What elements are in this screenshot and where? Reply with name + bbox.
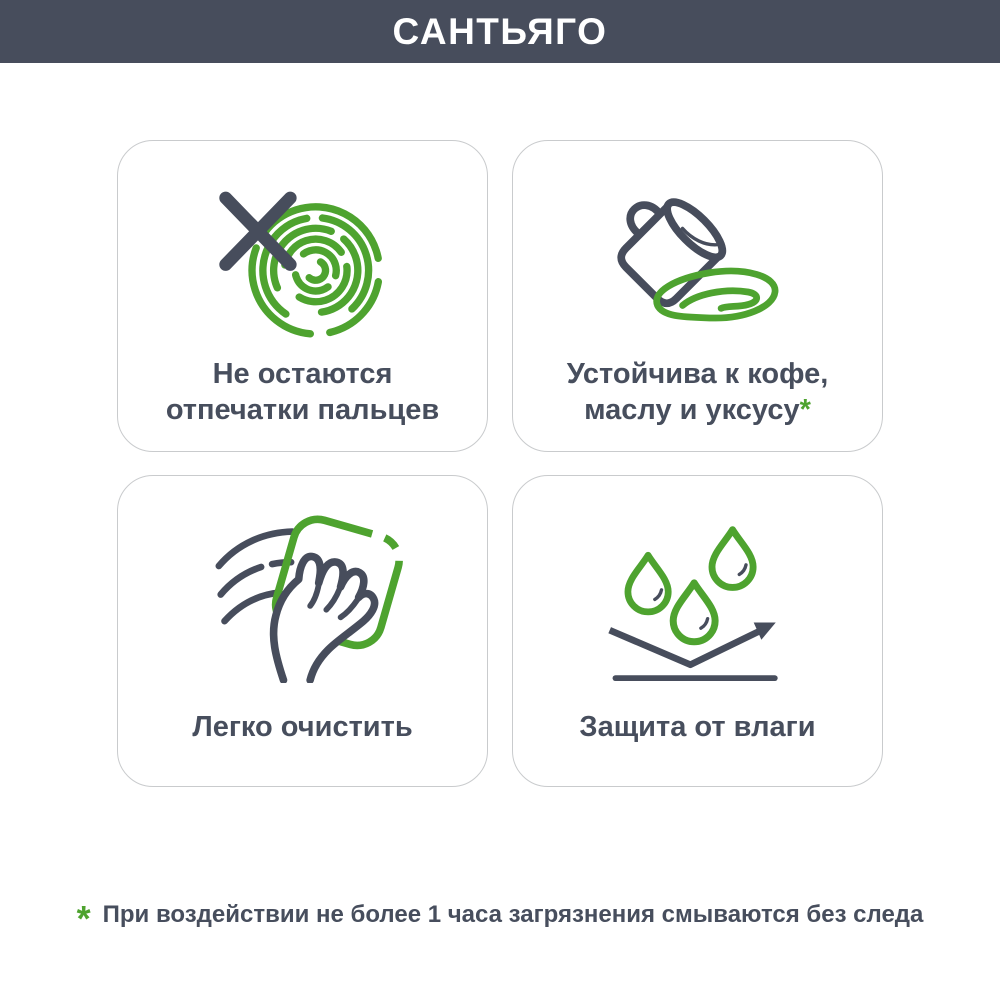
footnote-text: При воздействии не более 1 часа загрязнения смываются без следа xyxy=(102,901,924,928)
drops-bounce-icon xyxy=(602,513,794,683)
feature-card-no-fingerprints xyxy=(117,140,488,452)
feature-label xyxy=(513,683,882,786)
label-line2: маслу и уксусу xyxy=(584,393,800,426)
spilled-cup-icon xyxy=(513,141,882,348)
header-bar xyxy=(0,0,1000,63)
fingerprint-cross-icon xyxy=(210,186,396,348)
water-drops-icon xyxy=(513,476,882,683)
no-fingerprints-icon xyxy=(118,141,487,348)
feature-card-easy-clean xyxy=(117,475,488,787)
label-line1: Устойчива к кофе, xyxy=(566,357,829,390)
hand-cloth-icon xyxy=(196,507,410,683)
label-line1: Защита от влаги xyxy=(579,710,816,743)
label-line1: Легко очистить xyxy=(192,710,413,743)
features-grid xyxy=(117,140,883,787)
feature-label xyxy=(118,348,487,451)
label-asterisk: * xyxy=(799,393,811,426)
page-title: САНТЬЯГО xyxy=(392,10,608,52)
cup-spill-icon xyxy=(594,184,801,348)
footnote: * При воздействии не более 1 часа загрязнения смываются без следа xyxy=(76,898,924,939)
wiping-hand-icon xyxy=(118,476,487,683)
feature-label xyxy=(513,348,882,451)
label-line1: Не остаются xyxy=(212,357,393,390)
feature-card-stain-resistant xyxy=(512,140,883,452)
label-line2: отпечатки пальцев xyxy=(165,393,440,426)
feature-card-moisture-protection xyxy=(512,475,883,787)
feature-label xyxy=(118,683,487,786)
